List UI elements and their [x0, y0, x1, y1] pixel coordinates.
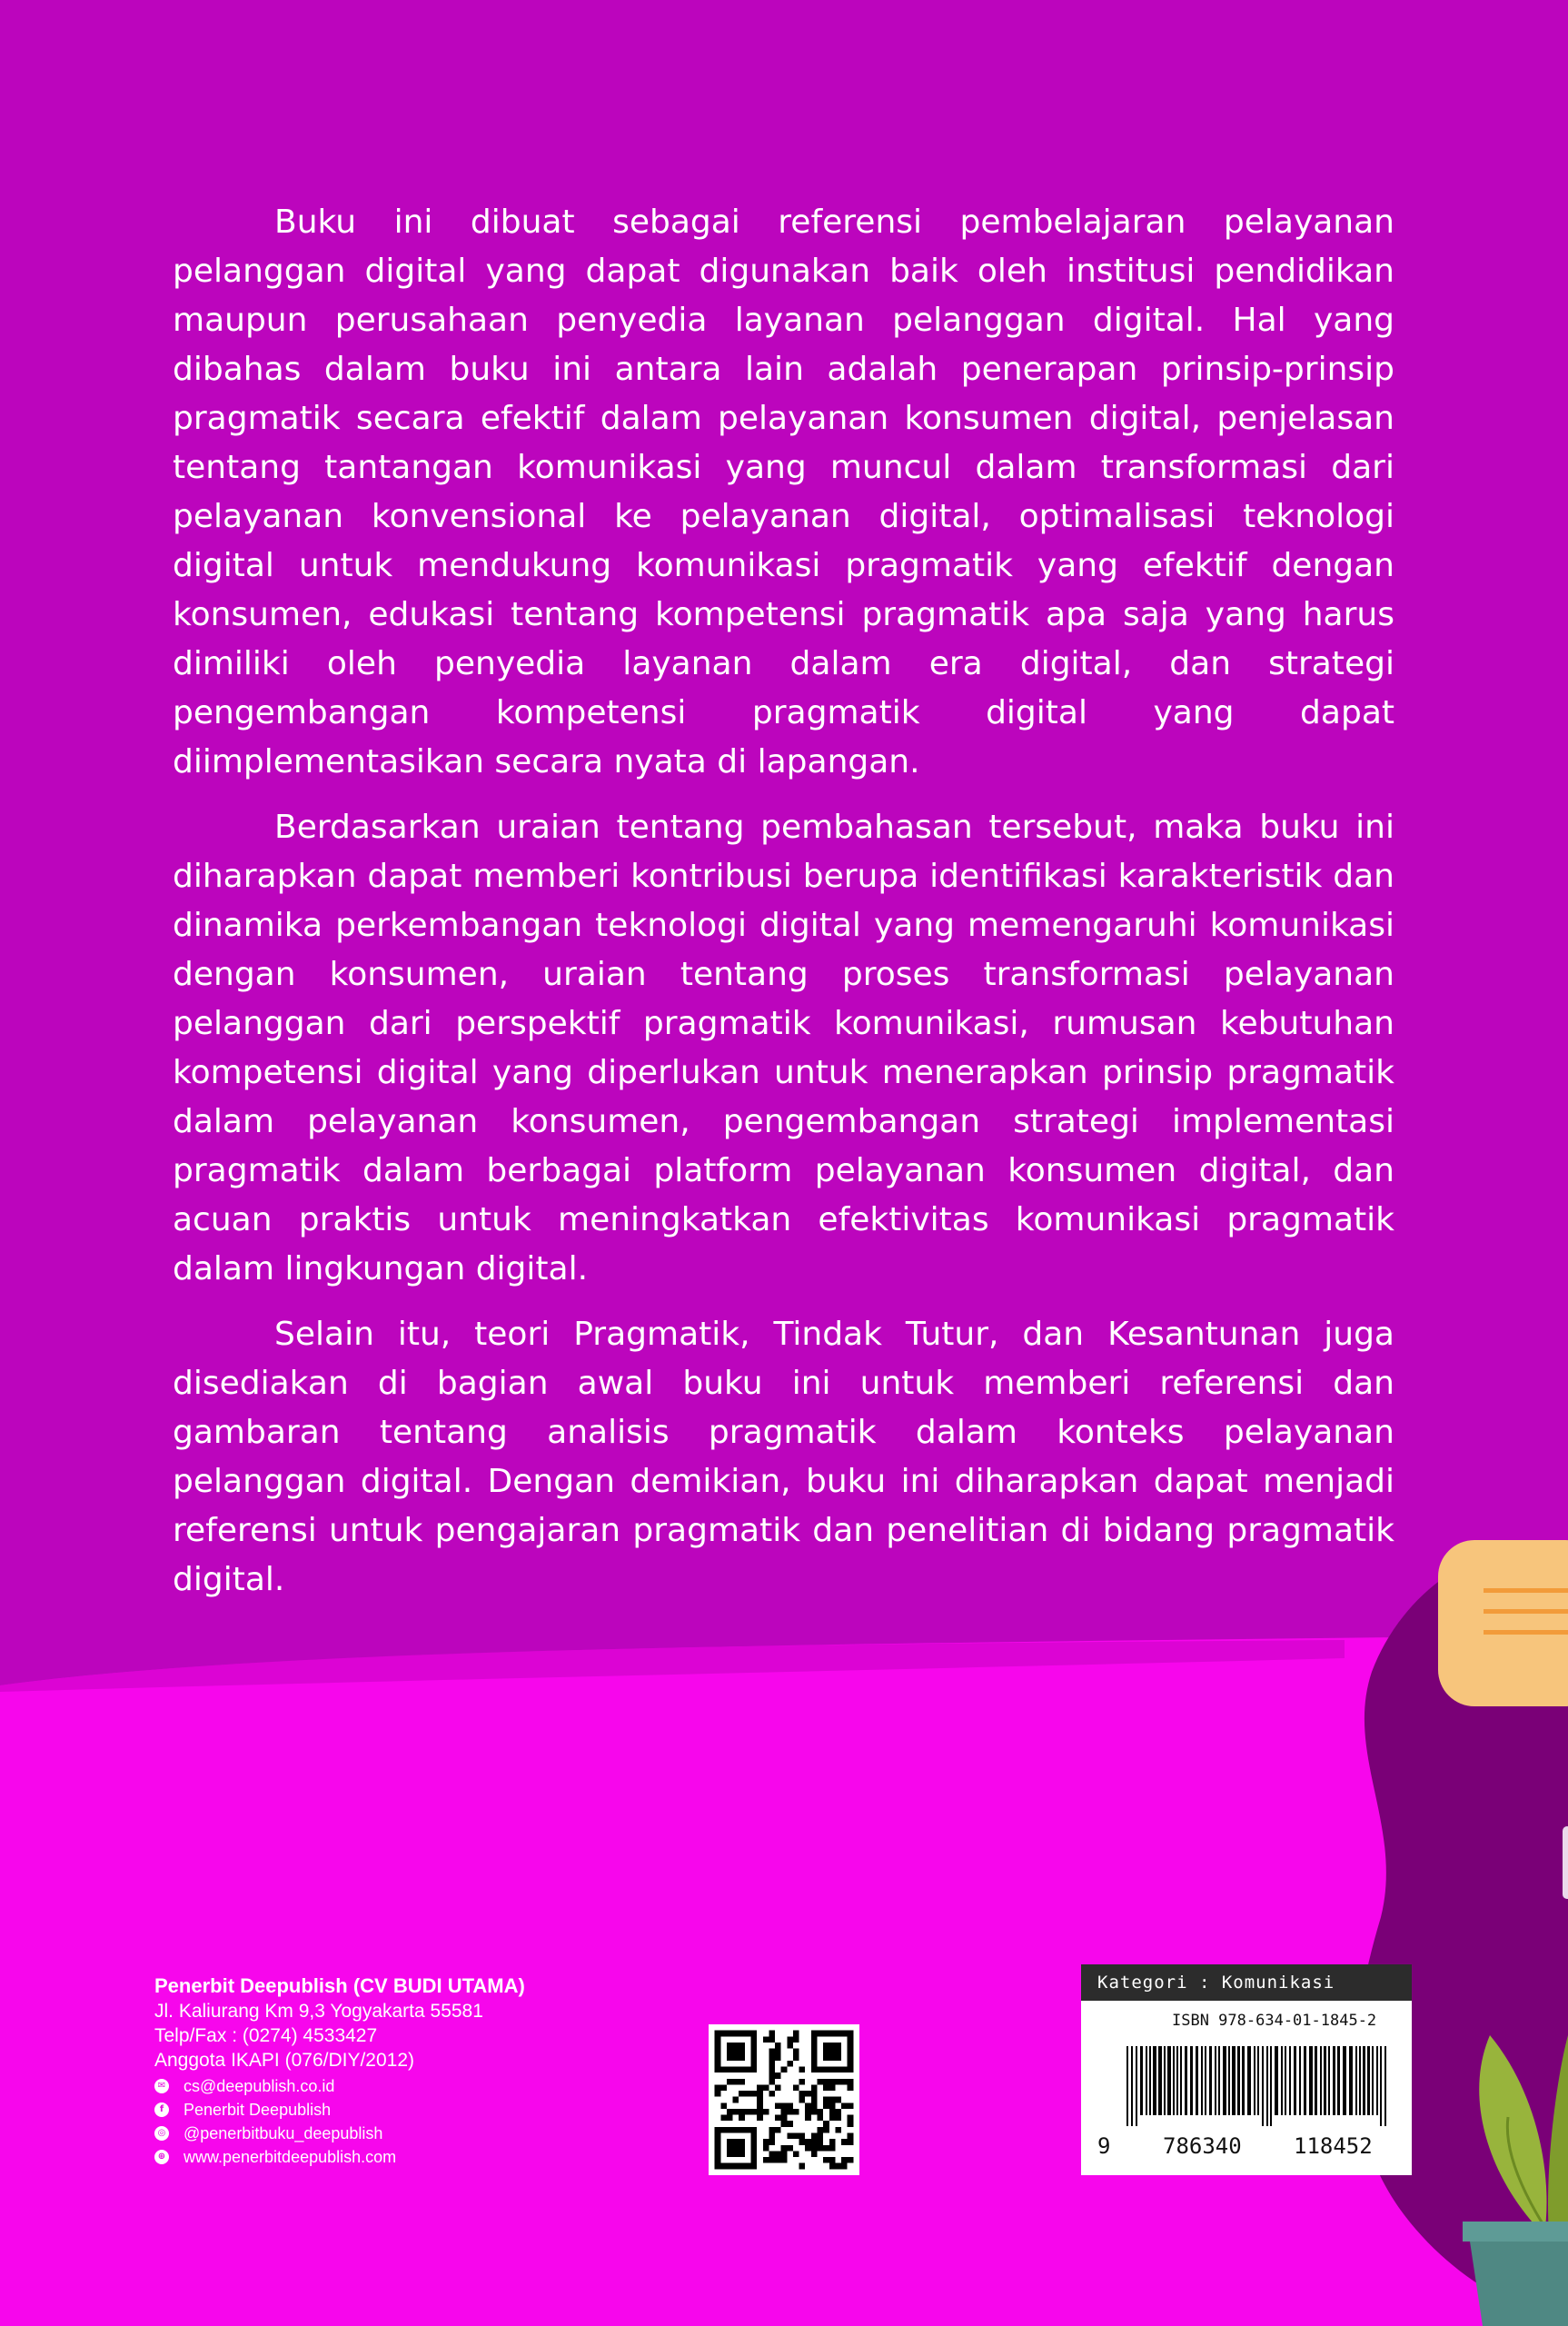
isbn-barcode-box — [1081, 1964, 1412, 2175]
instagram-icon: ◎ — [154, 2126, 169, 2141]
blurb-paragraph: Selain itu, teori Pragmatik, Tindak Tutur, dan Kesantunan juga disediakan di bagian awal buku ini untuk memberi referensi dan gambaran tentang analisis pragmatik dalam konteks pelayanan pelanggan digital. Dengan demikian, buku ini diharapkan dapat menjadi referensi untuk pengajaran pragmatik dan penelitian di bidang pragmatik digital. — [173, 1316, 1394, 1598]
publisher-info — [154, 1973, 525, 2169]
qr-code[interactable] — [709, 2024, 859, 2175]
contact-email[interactable] — [154, 2074, 525, 2098]
contact-instagram-text: @penerbitbuku_deepublish — [184, 2124, 383, 2142]
publisher-address: Jl. Kaliurang Km 9,3 Yogyakarta 55581 — [154, 2001, 483, 2022]
barcode-graphic — [1126, 2046, 1390, 2126]
qr-code-graphic — [709, 2024, 859, 2175]
facebook-icon: f — [154, 2102, 169, 2117]
blurb-paragraph: Buku ini dibuat sebagai referensi pembelajaran pelayanan pelanggan digital yang dapat digunakan baik oleh institusi pendidikan maupun perusahaan penyedia layanan pelanggan digital. Hal yang dibahas dalam buku ini antara lain adalah penerapan prinsip-prinsip pragmatik secara efektif dalam pelayanan konsumen digital, penjelasan tentang tantangan komunikasi yang muncul dalam transformasi dari pelayanan konvensional ke pelayanan digital, optimalisasi teknologi digital untuk mendukung komunikasi pragmatik yang efektif dengan konsumen, edukasi tentang kompetensi pragmatik apa saja yang harus dimiliki oleh penyedia layanan dalam era digital, dan strategi pengembangan kompetensi pragmatik digital yang dapat diimplementasikan secara nyata di lapangan. — [173, 204, 1394, 780]
blurb-text — [173, 198, 1394, 1621]
contact-website-text: www.penerbitdeepublish.com — [184, 2148, 397, 2166]
blurb-paragraph: Berdasarkan uraian tentang pembahasan tersebut, maka buku ini diharapkan dapat memberi kontribusi berupa identifikasi karakteristik dan dinamika perkembangan teknologi digital yang memengaruhi komunikasi dengan konsumen, uraian tentang proses transformasi pelayanan pelanggan dari perspektif pragmatik komunikasi, rumusan kebutuhan kompetensi digital yang diperlukan untuk menerapkan prinsip pragmatik dalam pelayanan konsumen, pengembangan strategi implementasi pragmatik dalam berbagai platform pelayanan konsumen digital, dan acuan praktis untuk meningkatkan efektivitas komunikasi pragmatik dalam lingkungan digital. — [173, 809, 1394, 1287]
email-icon: ✉ — [154, 2079, 169, 2093]
publisher-membership: Anggota IKAPI (076/DIY/2012) — [154, 2050, 415, 2071]
publisher-name: Penerbit Deepublish (CV BUDI UTAMA) — [154, 1974, 525, 1997]
contact-email-text: cs@deepublish.co.id — [184, 2077, 335, 2095]
publisher-phone: Telp/Fax : (0274) 4533427 — [154, 2025, 378, 2046]
isbn-number: ISBN 978-634-01-1845-2 — [1172, 2012, 1377, 2030]
contact-instagram[interactable] — [154, 2122, 525, 2145]
globe-icon: ⊕ — [154, 2150, 169, 2164]
category-label: Kategori : Komunikasi Bisnis — [1081, 1964, 1412, 2001]
contact-facebook[interactable] — [154, 2098, 525, 2122]
contact-facebook-text: Penerbit Deepublish — [184, 2101, 332, 2119]
contact-website[interactable] — [154, 2145, 525, 2169]
barcode-digit-group-2: 118452 — [1294, 2133, 1373, 2159]
sticky-note-decoration — [1438, 1540, 1568, 1706]
barcode-digit-prefix: 9 — [1097, 2133, 1111, 2159]
barcode-digit-group-1: 786340 — [1163, 2133, 1242, 2159]
